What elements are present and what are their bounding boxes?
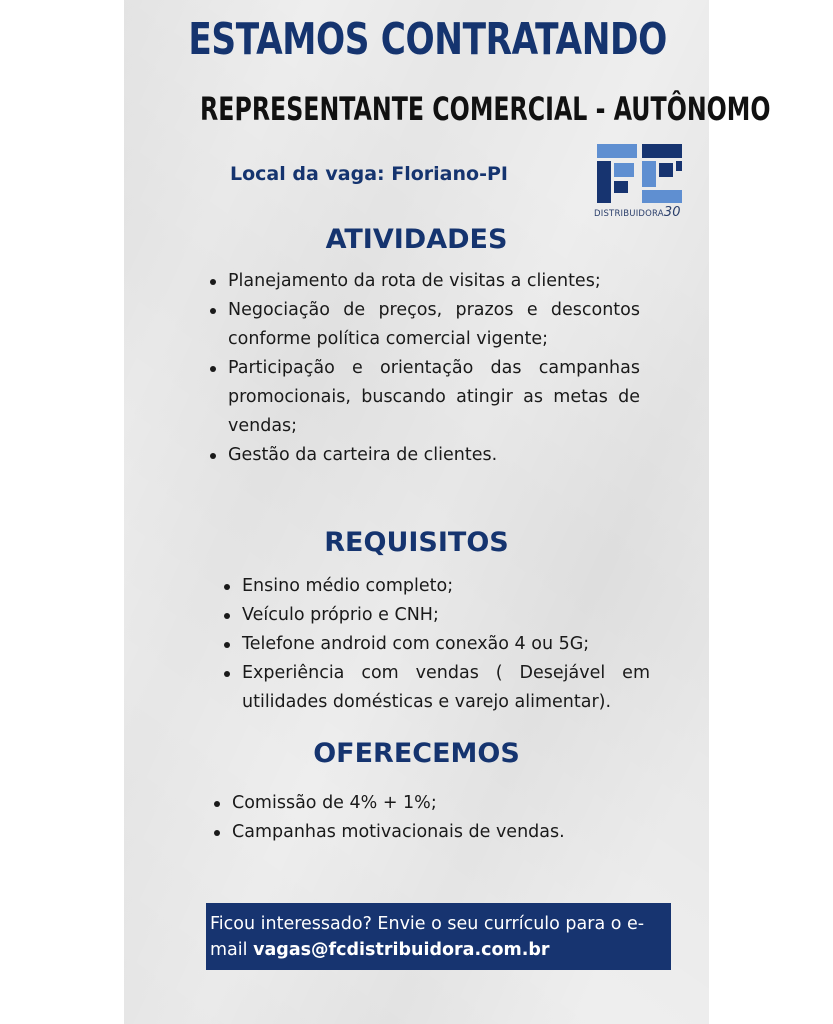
list-item: Ensino médio completo; (218, 572, 650, 601)
contact-email-link[interactable]: vagas@fcdistribuidora.com.br (253, 940, 550, 960)
requisitos-list (218, 572, 650, 717)
list-item: Participação e orientação das campanhas promocionais, buscando atingir as metas de vendas; (204, 354, 640, 441)
section-title-atividades: ATIVIDADES (325, 224, 508, 255)
contact-banner (206, 903, 671, 970)
list-item: Veículo próprio e CNH; (218, 601, 650, 630)
section-title-requisitos: REQUISITOS (324, 527, 509, 558)
list-item: Experiência com vendas ( Desejável em utilidades domésticas e varejo alimentar). (218, 659, 650, 717)
oferecemos-list (208, 789, 648, 847)
job-poster (124, 0, 771, 1024)
list-item: Comissão de 4% + 1%; (208, 789, 648, 818)
atividades-list (204, 267, 640, 470)
list-item: Campanhas motivacionais de vendas. (208, 818, 648, 847)
list-item: Gestão da carteira de clientes. (204, 441, 640, 470)
list-item: Telefone android com conexão 4 ou 5G; (218, 630, 650, 659)
contact-text: Ficou interessado? Envie o seu currículo para o e-mail (210, 914, 645, 960)
section-title-oferecemos: OFERECEMOS (313, 738, 520, 769)
list-item: Negociação de preços, prazos e descontos conforme política comercial vigente; (204, 296, 640, 354)
job-location: Local da vaga: Floriano-PI (230, 163, 508, 185)
headline: ESTAMOS CONTRATANDO (188, 14, 667, 65)
logo-caption (594, 205, 681, 220)
logo-caption-text: DISTRIBUIDORA (594, 209, 664, 219)
job-title: REPRESENTANTE COMERCIAL - AUTÔNOMO (200, 90, 771, 128)
logo-years: 30 (663, 205, 681, 220)
list-item: Planejamento da rota de visitas a clientes; (204, 267, 640, 296)
